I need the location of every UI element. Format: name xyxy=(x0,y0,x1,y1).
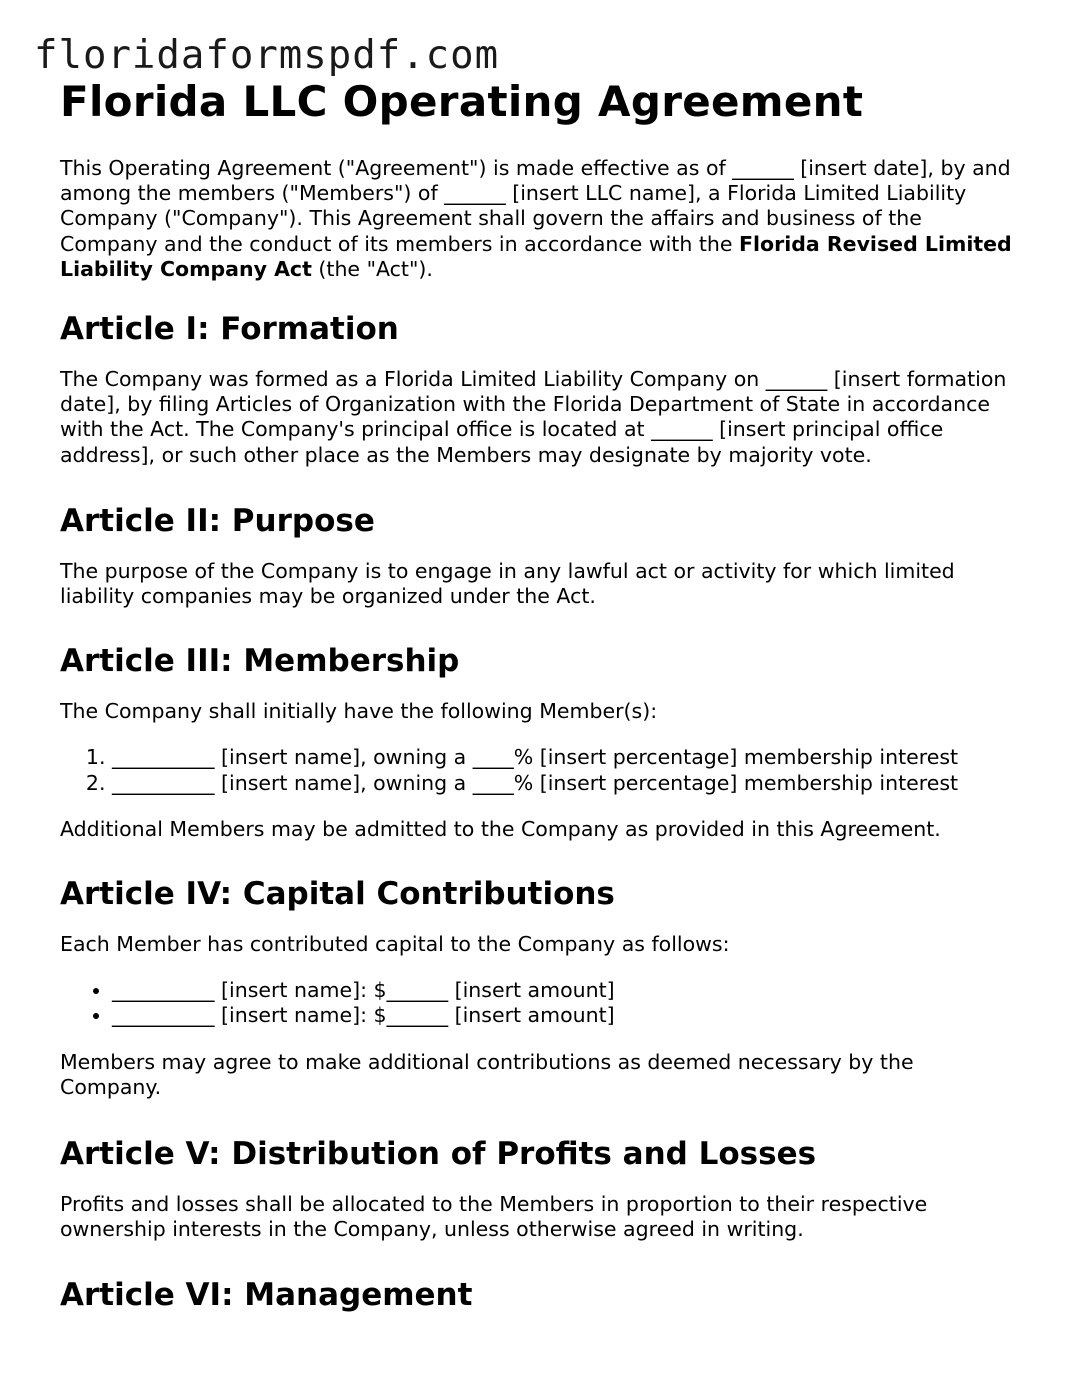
act-name: Florida Revised Limited Liability Company Act xyxy=(60,231,1012,281)
article-purpose-body: The purpose of the Company is to engage in any lawful act or activity for which limited liability companies may be organized under the Act. xyxy=(60,558,955,609)
contribution-list-item: • __________ [insert name]: $______ [insert amount] xyxy=(112,1003,1020,1028)
article-membership-body: The Company shall initially have the following Member(s): xyxy=(60,699,658,724)
article-management-heading: Article VI: Management xyxy=(60,1277,473,1314)
member-list xyxy=(60,745,1020,795)
document-title: Florida LLC Operating Agreement xyxy=(60,77,864,126)
article-formation-heading: Article I: Formation xyxy=(60,311,399,348)
article-distribution-body: Profits and losses shall be allocated to the Members in proportion to their respective ownership interests in the Company, unless otherwise agreed in writing. xyxy=(60,1192,928,1242)
document-body xyxy=(60,78,1020,1314)
article-distribution-heading: Article V: Distribution of Profits and Losses xyxy=(60,1136,817,1173)
intro-text-end: (the "Act"). xyxy=(311,256,433,281)
article-membership-heading: Article III: Membership xyxy=(60,643,460,680)
article-capital-body: Each Member has contributed capital to the Company as follows: xyxy=(60,932,730,957)
site-watermark: floridaformspdf.com xyxy=(34,33,500,78)
member-list-item: 2. __________ [insert name], owning a ____% [insert percentage] membership interest xyxy=(112,771,1020,796)
intro-text: This Operating Agreement ("Agreement") is made effective as of ______ [insert date], by and among the members ("Members") of ______ [insert LLC name], a Florida Limited Liability Company ("Company"). This Agreement shall govern the affairs and business of the Company and the conduct of its members in accordance with the xyxy=(60,156,1011,256)
member-list-item: 1. __________ [insert name], owning a ____% [insert percentage] membership interest xyxy=(112,745,1020,770)
contribution-list-item: • __________ [insert name]: $______ [insert amount] xyxy=(112,978,1020,1003)
article-formation-body: The Company was formed as a Florida Limited Liability Company on ______ [insert formation date], by filing Articles of Organization with the Florida Department of State in accordance with the Act. The Company's principal office is located at ______ [insert principal office address], or such other place as the Members may designate by majority vote. xyxy=(60,367,1007,467)
intro-paragraph xyxy=(60,156,1020,282)
article-capital-note: Members may agree to make additional contributions as deemed necessary by the Company. xyxy=(60,1049,914,1099)
contribution-list xyxy=(60,978,1020,1028)
article-membership-note: Additional Members may be admitted to the Company as provided in this Agreement. xyxy=(60,816,941,841)
article-capital-heading: Article IV: Capital Contributions xyxy=(60,876,615,913)
article-purpose-heading: Article II: Purpose xyxy=(60,502,375,539)
